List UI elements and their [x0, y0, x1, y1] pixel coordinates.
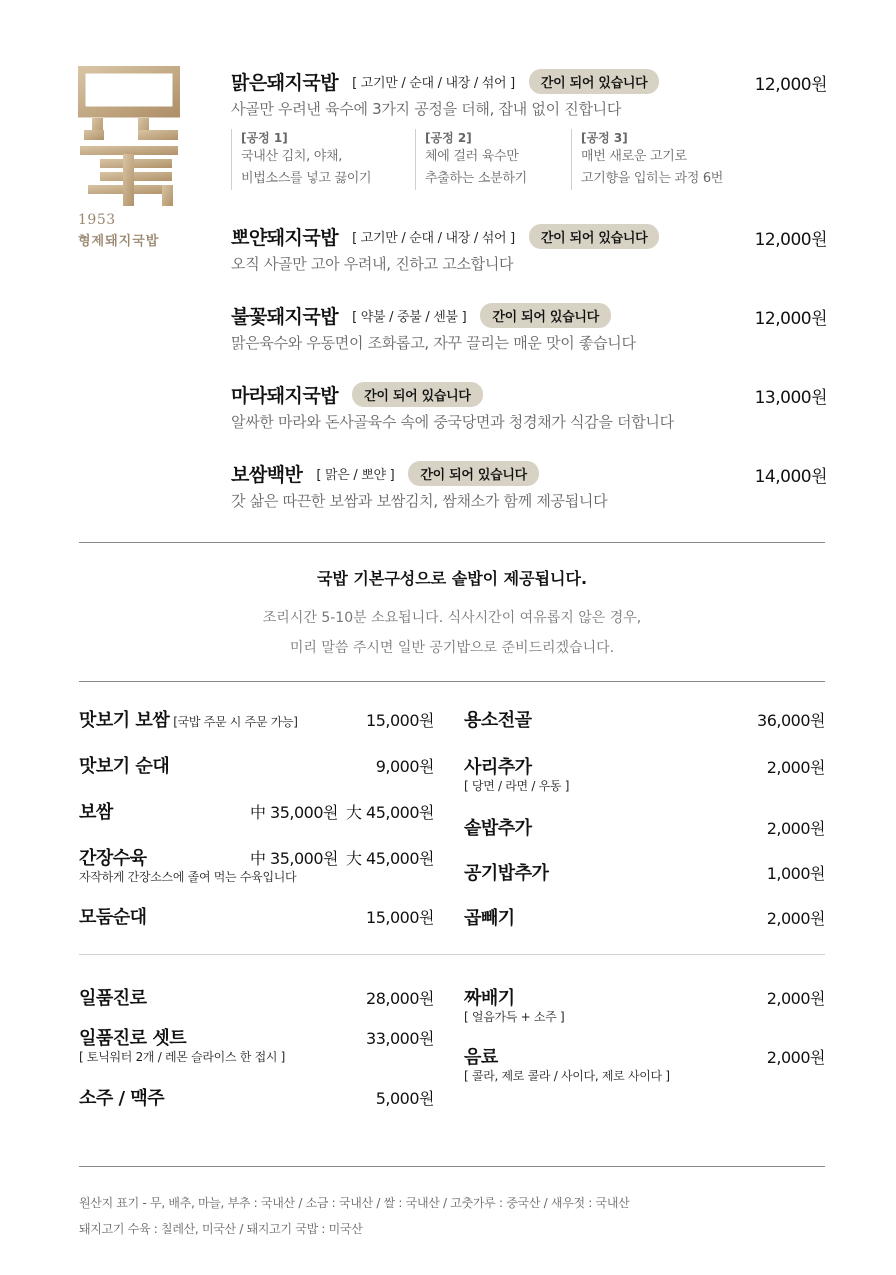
side-menu-item — [464, 706, 825, 732]
drink-menu-item — [79, 984, 434, 1010]
menu-item-name: 불꽃돼지국밥 — [231, 305, 339, 328]
seasoning-badge: 간이 되어 있습니다 — [529, 224, 660, 249]
drink-menu-item — [79, 1024, 434, 1065]
drink-menu-item — [464, 1043, 825, 1084]
menu-item-name: 소주 / 맥주 — [79, 1088, 165, 1109]
menu-item-price: 2,000원 — [766, 989, 825, 1008]
menu-item-name: 보쌈백반 — [231, 463, 303, 486]
origin-line: 돼지고기 수육 : 칠레산, 미국산 / 돼지고기 국밥 : 미국산 — [79, 1222, 363, 1236]
brand-name: 형제돼지국밥 — [78, 234, 160, 249]
origin-notice — [79, 1190, 629, 1242]
menu-item-name: 간장수육 — [79, 848, 147, 869]
process-step-title: [공정 1] — [241, 131, 288, 145]
process-step — [231, 129, 418, 190]
menu-item-options: [ 고기만 / 순대 / 내장 / 섞어 ] — [352, 230, 515, 246]
divider — [79, 681, 825, 682]
menu-item-name: 일품진로 셋트 — [79, 1028, 187, 1049]
side-menu-item — [464, 904, 825, 930]
seasoning-badge: 간이 되어 있습니다 — [408, 461, 539, 486]
menu-item-note: [ 토닉워터 2개 / 레몬 슬라이스 한 접시 ] — [79, 1050, 286, 1064]
menu-item-description: 오직 사골만 고아 우려내, 진하고 고소합니다 — [231, 255, 514, 273]
menu-item-note: [국밥 주문 시 주문 가능] — [173, 715, 298, 729]
menu-item-prices — [242, 846, 434, 869]
menu-item-soup — [231, 221, 827, 274]
menu-item-price: 2,000원 — [766, 1048, 825, 1067]
process-step-line: 체에 걸러 육수만 — [425, 149, 519, 164]
side-menu-item — [79, 752, 434, 778]
menu-item-options: [ 약불 / 중불 / 센불 ] — [352, 309, 467, 325]
menu-item-soup — [231, 458, 827, 511]
side-menu-item — [79, 844, 434, 885]
menu-item-price: 13,000원 — [754, 388, 827, 408]
price-large: 大 45,000원 — [345, 849, 434, 868]
menu-item-name: 용소전골 — [464, 710, 532, 731]
brand-logo — [78, 66, 182, 249]
origin-line: 원산지 표기 - 무, 배추, 마늘, 부추 : 국내산 / 소금 : 국내산 / 쌀 : 국내산 / 고춧가루 : 중국산 / 새우젓 : 국내산 — [79, 1196, 630, 1210]
divider — [79, 954, 825, 955]
menu-item-soup — [231, 66, 827, 190]
price-medium: 中 35,000원 — [249, 803, 338, 822]
menu-item-price: 33,000원 — [366, 1029, 434, 1048]
process-step — [571, 129, 758, 190]
seasoning-badge: 간이 되어 있습니다 — [352, 382, 483, 407]
process-step-line: 매번 새로운 고기로 — [581, 149, 687, 164]
drink-menu-right — [464, 984, 825, 1094]
menu-item-price: 9,000원 — [375, 757, 434, 776]
drink-menu-item — [79, 1084, 434, 1110]
rice-notice — [79, 566, 825, 663]
menu-item-options: [ 고기만 / 순대 / 내장 / 섞어 ] — [352, 75, 515, 91]
menu-item-name: 음료 — [464, 1047, 498, 1068]
side-menu-right — [464, 706, 825, 936]
menu-item-options: [ 맑은 / 뽀얀 ] — [316, 467, 395, 483]
process-step-title: [공정 3] — [581, 131, 628, 145]
menu-item-price: 12,000원 — [754, 309, 827, 329]
menu-item-soup — [231, 379, 827, 432]
menu-item-name: 솥밥추가 — [464, 818, 532, 839]
drink-menu-left — [79, 984, 434, 1114]
menu-item-note: 자작하게 간장소스에 졸여 먹는 수육입니다 — [79, 870, 297, 884]
brand-emblem-icon — [78, 66, 180, 206]
menu-item-note: [ 당면 / 라면 / 우동 ] — [464, 779, 570, 793]
menu-item-price: 1,000원 — [766, 864, 825, 883]
menu-item-note: [ 콜라, 제로 콜라 / 사이다, 제로 사이다 ] — [464, 1069, 670, 1083]
menu-item-description: 맑은육수와 우동면이 조화롭고, 자꾸 끌리는 매운 맛이 좋습니다 — [231, 334, 636, 352]
menu-item-name: 보쌈 — [79, 802, 113, 823]
notice-line: 조리시간 5-10분 소요됩니다. 식사시간이 여유롭지 않은 경우, — [262, 610, 642, 626]
price-medium: 中 35,000원 — [249, 849, 338, 868]
seasoning-badge: 간이 되어 있습니다 — [480, 303, 611, 328]
seasoning-badge: 간이 되어 있습니다 — [529, 69, 660, 94]
menu-item-description: 사골만 우려낸 육수에 3가지 공정을 더해, 잡내 없이 진합니다 — [231, 100, 622, 118]
menu-item-name: 모둠순대 — [79, 907, 147, 928]
menu-item-price: 12,000원 — [754, 75, 827, 95]
menu-item-name: 마라돼지국밥 — [231, 384, 339, 407]
divider — [79, 542, 825, 543]
menu-item-name: 일품진로 — [79, 988, 147, 1009]
menu-item-price: 2,000원 — [766, 819, 825, 838]
menu-item-price: 28,000원 — [366, 989, 434, 1008]
divider — [79, 1166, 825, 1167]
menu-item-soup — [231, 300, 827, 353]
brand-year: 1953 — [78, 212, 116, 228]
menu-item-name: 맛보기 순대 — [79, 756, 170, 777]
menu-item-description: 알싸한 마라와 돈사골육수 속에 중국당면과 청경채가 식감을 더합니다 — [231, 413, 674, 431]
menu-item-name: 뽀얀돼지국밥 — [231, 226, 339, 249]
side-menu-item — [464, 859, 825, 885]
menu-item-name: 맑은돼지국밥 — [231, 71, 339, 94]
side-menu-item — [79, 903, 434, 929]
menu-item-name: 공기밥추가 — [464, 863, 549, 884]
notice-line: 미리 말씀 주시면 일반 공기밥으로 준비드리겠습니다. — [289, 640, 615, 656]
menu-item-name: 짜배기 — [464, 988, 515, 1009]
side-menu-item — [464, 753, 825, 794]
menu-item-name: 곱빼기 — [464, 908, 515, 929]
drink-menu-item — [464, 984, 825, 1025]
menu-item-prices — [242, 800, 434, 823]
side-menu-item — [79, 706, 434, 732]
process-step-line: 추출하는 소분하기 — [425, 171, 527, 186]
process-steps — [231, 129, 827, 190]
menu-item-price: 12,000원 — [754, 230, 827, 250]
side-menu-item — [79, 798, 434, 824]
menu-item-price: 36,000원 — [757, 711, 825, 730]
menu-item-price: 2,000원 — [766, 758, 825, 777]
menu-item-name: 맛보기 보쌈 — [79, 710, 170, 731]
process-step-title: [공정 2] — [425, 131, 472, 145]
menu-item-name: 사리추가 — [464, 757, 532, 778]
side-menu-item — [464, 814, 825, 840]
menu-item-note: [ 얼음가득 + 소주 ] — [464, 1010, 565, 1024]
process-step-line: 국내산 김치, 야채, — [241, 149, 343, 164]
menu-item-price: 5,000원 — [375, 1089, 434, 1108]
menu-item-price: 14,000원 — [754, 467, 827, 487]
price-large: 大 45,000원 — [345, 803, 434, 822]
notice-headline: 국밥 기본구성으로 솥밥이 제공됩니다. — [316, 569, 588, 588]
menu-item-price: 15,000원 — [366, 711, 434, 730]
side-menu-left — [79, 706, 434, 936]
process-step-line: 고기향을 입히는 과정 6번 — [581, 171, 724, 186]
menu-item-price: 15,000원 — [366, 908, 434, 927]
menu-item-price: 2,000원 — [766, 909, 825, 928]
menu-item-description: 갓 삶은 따끈한 보쌈과 보쌈김치, 쌈채소가 함께 제공됩니다 — [231, 492, 608, 510]
process-step-line: 비법소스를 넣고 끓이기 — [241, 171, 372, 186]
